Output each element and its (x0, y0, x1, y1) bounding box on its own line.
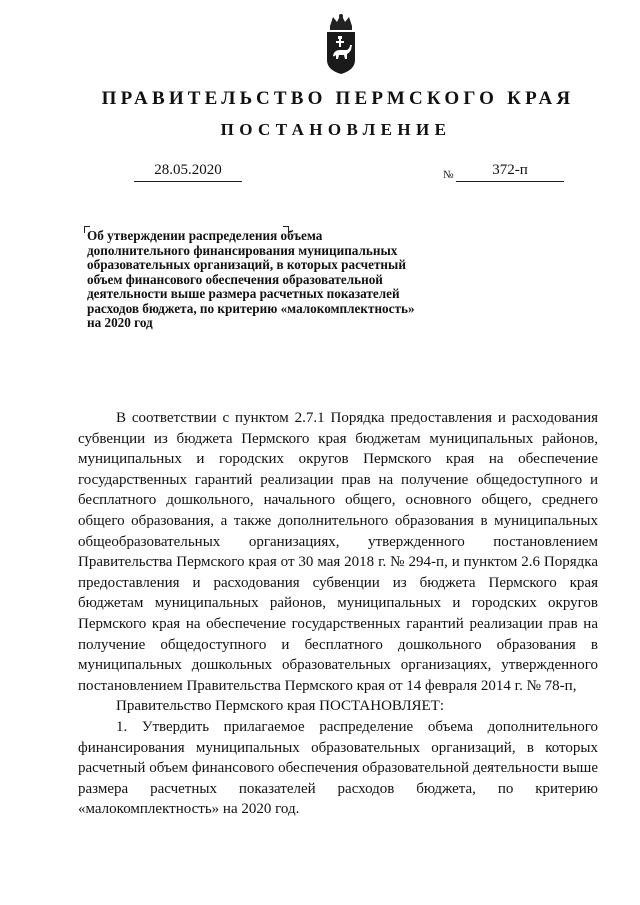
document-type: ПОСТАНОВЛЕНИЕ (220, 120, 452, 139)
date-underline (134, 181, 242, 182)
organization-name: ПРАВИТЕЛЬСТВО ПЕРМСКОГО КРАЯ (101, 88, 575, 109)
resolution-paragraph: Правительство Пермского края ПОСТАНОВЛЯЕТ: (116, 698, 445, 715)
document-body (78, 408, 598, 820)
coat-of-arms-icon (321, 12, 361, 76)
number-underline (456, 181, 564, 182)
document-title: Об утверждении распределения объема дополнительного финансирования муниципальных образовательных организаций, в которых расчетный объем финансового обеспечения образовательной деятельности выше размера расчетных показателей расходов бюджета, по критерию «малокомплектность» на 2020 год (87, 228, 415, 330)
document-number: 372-п (492, 162, 528, 178)
clause-1-paragraph: 1. Утвердить прилагаемое распределение объема дополнительного финансирования муниципальных образовательных организаций, в которых расчетный объем финансового обеспечения образовательной деятельности выше размера расчетных показателей расходов бюджета, по критерию «малокомплектность» на 2020 год. (78, 718, 598, 818)
preamble-paragraph: В соответствии с пунктом 2.7.1 Порядка предоставления и расходования субвенции из бюджета Пермского края бюджетам муниципальных районов, муниципальных и городских округов Пермского края на обеспечение государственных гарантий реализации прав на получение общедоступного и бесплатного дошкольного, начального общего, основного общего, среднего общего образования, а также дополнительного образования в муниципальных общеобразовательных организациях, утвержденного постановлением Правительства Пермского края от 30 мая 2018 г. № 294-п, и пунктом 2.6 Порядка предоставления и расходования субвенции из бюджета Пермского края бюджетам муниципальных районов, муниципальных и городских округов Пермского края на обеспечение государственных гарантий реализации прав на получение общедоступного и бесплатного дошкольного образования в муниципальных дошкольных образовательных организациях, утвержденного постановлением Правительства Пермского края от 14 февраля 2014 г. № 78-п, (78, 410, 598, 694)
document-date: 28.05.2020 (154, 162, 222, 178)
number-sign: № (443, 169, 454, 181)
